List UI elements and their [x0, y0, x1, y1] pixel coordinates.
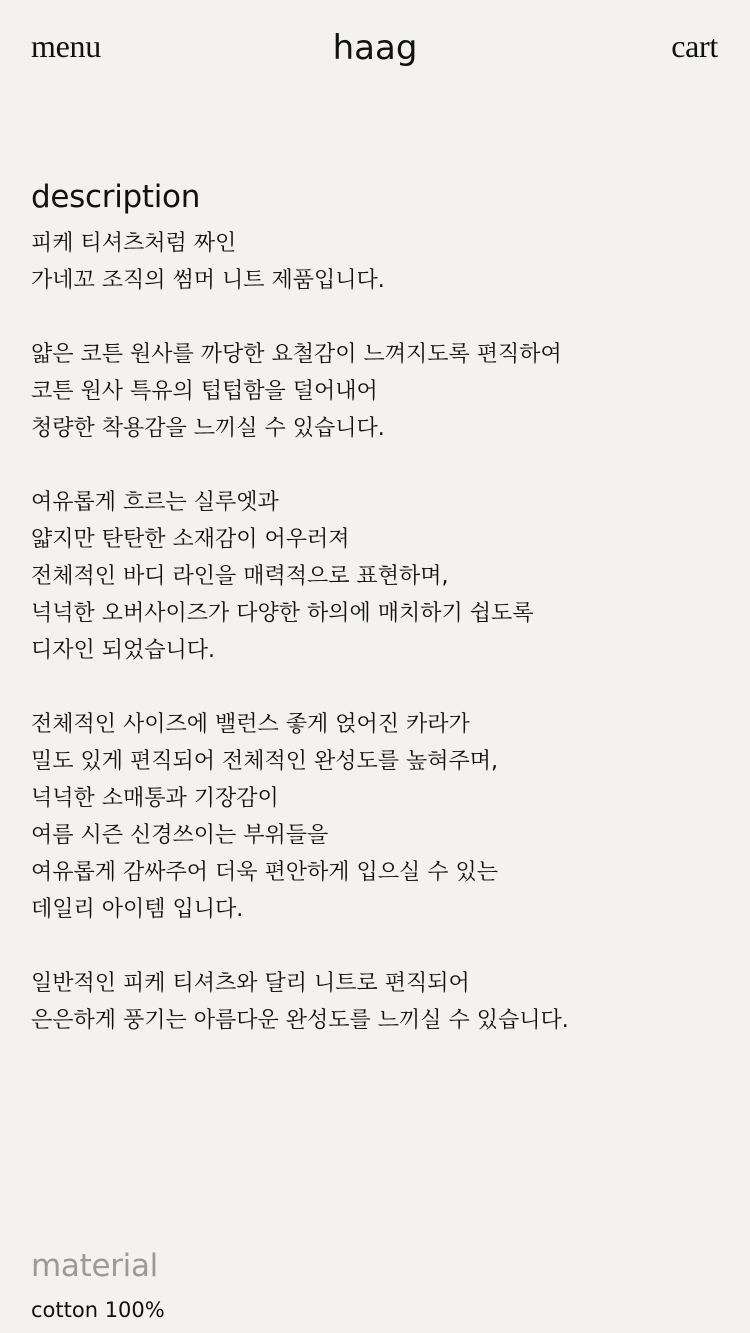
paragraph-spacer	[31, 299, 731, 336]
description-line: 넉넉한 소매통과 기장감이	[31, 786, 279, 811]
description-line: 얇은 코튼 원사를 까당한 요철감이 느껴지도록 편직하여	[31, 342, 562, 367]
brand-logo-wrapper	[0, 26, 750, 70]
top-navigation	[0, 0, 750, 100]
description-line: 디자인 되었습니다.	[31, 638, 216, 663]
description-line: 전체적인 사이즈에 밸런스 좋게 얹어진 카라가	[31, 712, 470, 737]
description-line: 피케 티셔츠처럼 짜인	[31, 231, 237, 256]
material-value: cotton 100%	[31, 1298, 165, 1322]
description-line: 전체적인 바디 라인을 매력적으로 표현하며,	[31, 564, 449, 589]
description-line: 은은하게 풍기는 아름다운 완성도를 느끼실 수 있습니다.	[31, 1008, 569, 1033]
cart-link[interactable]: cart	[671, 28, 718, 64]
description-line: 데일리 아이템 입니다.	[31, 897, 244, 922]
description-line: 여유롭게 흐르는 실루엣과	[31, 490, 279, 515]
description-line: 가네꼬 조직의 썸머 니트 제품입니다.	[31, 268, 385, 293]
paragraph-spacer	[31, 928, 731, 965]
description-line: 밀도 있게 편직되어 전체적인 완성도를 높혀주며,	[31, 749, 499, 774]
description-line: 여름 시즌 신경쓰이는 부위들을	[31, 823, 329, 848]
description-line: 얇지만 탄탄한 소재감이 어우러져	[31, 527, 350, 552]
description-line: 넉넉한 오버사이즈가 다양한 하의에 매치하기 쉽도록	[31, 601, 534, 626]
description-line: 여유롭게 감싸주어 더욱 편안하게 입으실 수 있는	[31, 860, 499, 885]
paragraph-spacer	[31, 447, 731, 484]
brand-logo[interactable]: haag	[332, 28, 418, 68]
description-body	[31, 225, 731, 1039]
paragraph-spacer	[31, 669, 731, 706]
material-heading: material	[31, 1248, 158, 1284]
description-line: 일반적인 피케 티셔츠와 달리 니트로 편직되어	[31, 971, 470, 996]
menu-link[interactable]: menu	[31, 28, 101, 64]
description-line: 코튼 원사 특유의 텁텁함을 덜어내어	[31, 379, 378, 404]
description-heading: description	[31, 179, 201, 215]
description-line: 청량한 착용감을 느끼실 수 있습니다.	[31, 416, 385, 441]
